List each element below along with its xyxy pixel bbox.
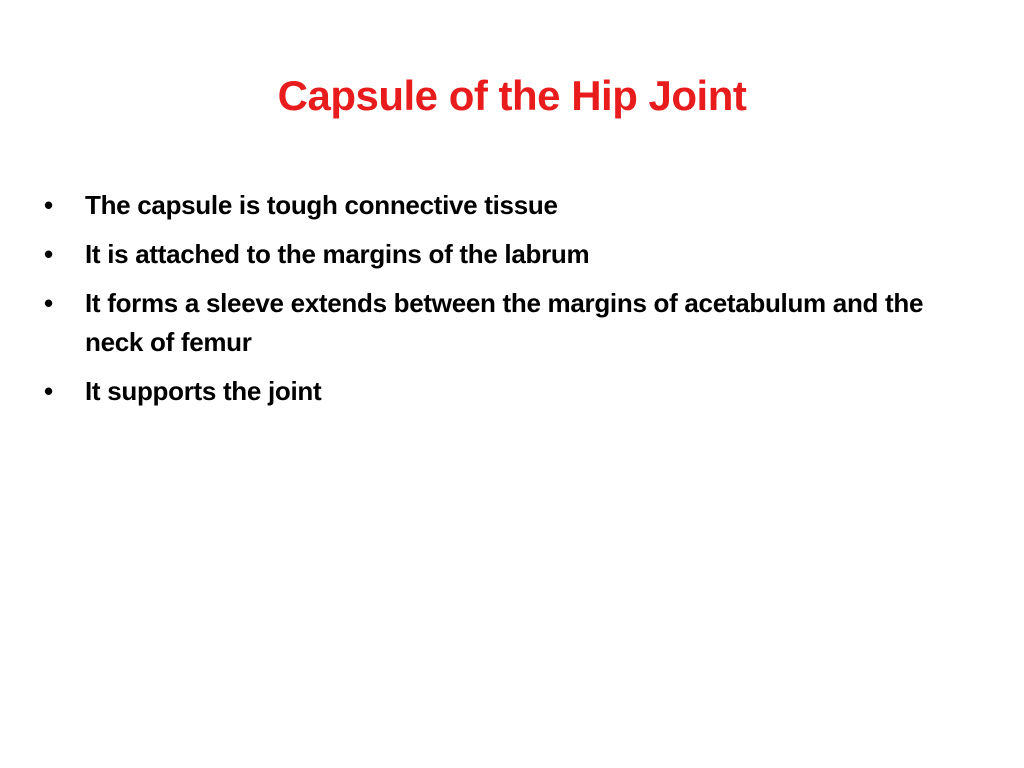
bullet-dot-icon: •: [44, 190, 53, 220]
bullet-text: It is attached to the margins of the labrum: [85, 239, 590, 269]
bullet-text: It supports the joint: [85, 376, 322, 406]
bullet-dot-icon: •: [44, 288, 53, 318]
bullet-text: It forms a sleeve extends between the margins of acetabulum and the neck of femur: [85, 288, 924, 357]
bullet-list: [44, 186, 974, 421]
slide-title: Capsule of the Hip Joint: [277, 72, 747, 119]
bullet-text: The capsule is tough connective tissue: [85, 190, 558, 220]
bullet-dot-icon: •: [44, 376, 53, 406]
bullet-item: [44, 372, 974, 411]
bullet-item: [44, 186, 974, 225]
bullet-dot-icon: •: [44, 239, 53, 269]
bullet-item: [44, 235, 974, 274]
bullet-item: [44, 284, 974, 362]
